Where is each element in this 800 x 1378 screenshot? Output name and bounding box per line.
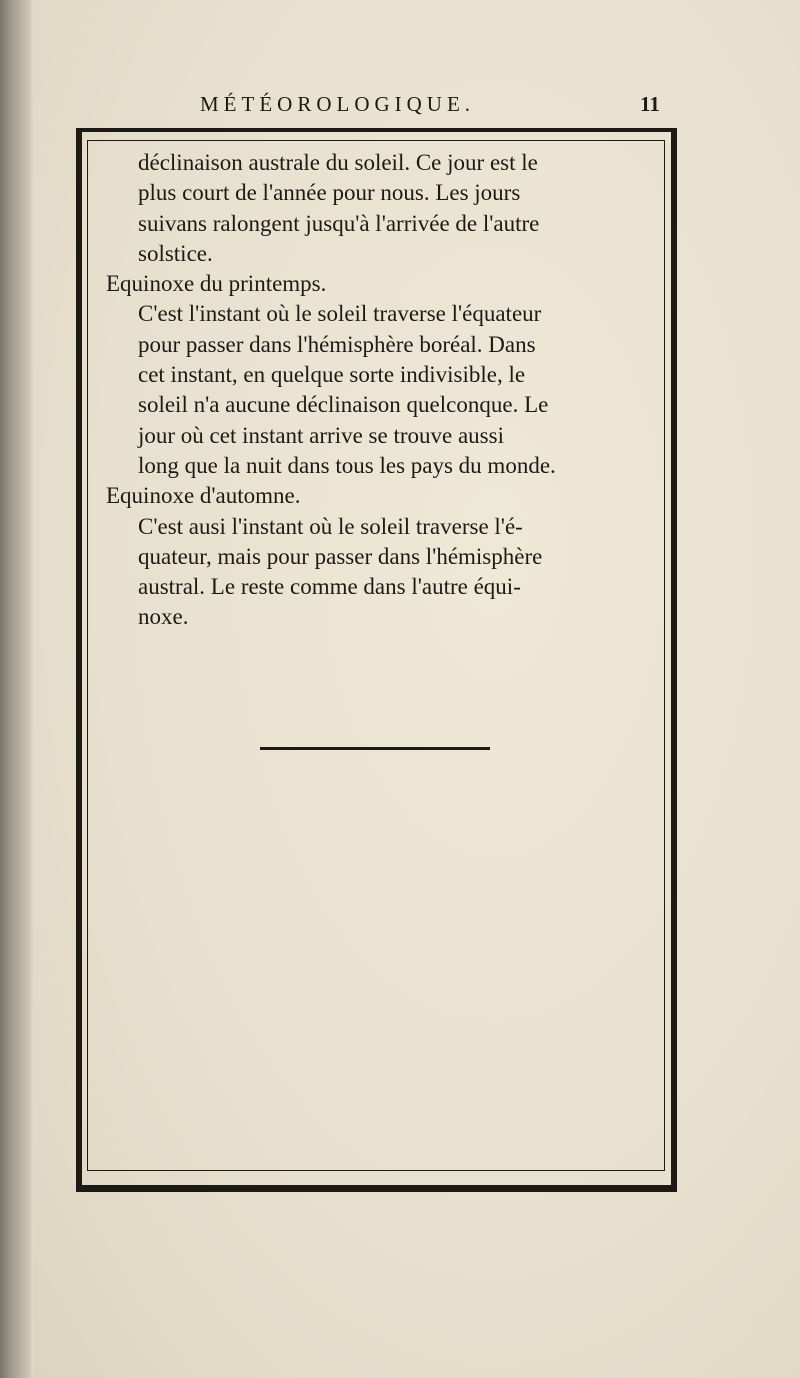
text-line: cet instant, en quelque sorte indivisible, le: [138, 362, 526, 388]
text-line: pour passer dans l'hémisphère boréal. Dans: [138, 331, 536, 357]
text-line: déclinaison australe du soleil. Ce jour est le: [138, 150, 538, 175]
text-line: suivans ralongent jusqu'à l'arrivée de l'autre: [138, 210, 540, 236]
body-text: [98, 148, 658, 633]
text-line: plus court de l'année pour nous. Les jours: [138, 180, 521, 206]
text-frame: [76, 128, 677, 1192]
text-line: long que la nuit dans tous les pays du monde.: [138, 452, 556, 478]
text-line: C'est ausi l'instant où le soleil traverse l'é-: [138, 513, 523, 539]
text-line: quateur, mais pour passer dans l'hémisphère: [138, 543, 543, 569]
text-line: solstice.: [138, 240, 213, 266]
text-line: C'est l'instant où le soleil traverse l'équateur: [138, 301, 542, 327]
text-line: soleil n'a aucune déclinaison quelconque. Le: [138, 392, 549, 418]
paragraph-continuation: [98, 148, 658, 269]
page-number: 11: [640, 92, 660, 116]
running-head: MÉTÉOROLOGIQUE.: [200, 92, 476, 116]
book-spine-shadow: [0, 0, 34, 1378]
paragraph-printemps: [98, 299, 658, 481]
section-separator-rule: [260, 747, 490, 750]
text-line: noxe.: [138, 604, 189, 630]
text-line: jour où cet instant arrive se trouve aussi: [138, 422, 504, 448]
heading-equinoxe-printemps: Equinoxe du printemps.: [106, 271, 327, 297]
heading-equinoxe-automne: Equinoxe d'automne.: [106, 483, 301, 509]
text-line: austral. Le reste comme dans l'autre équi-: [138, 574, 521, 600]
paragraph-automne: [98, 512, 658, 633]
